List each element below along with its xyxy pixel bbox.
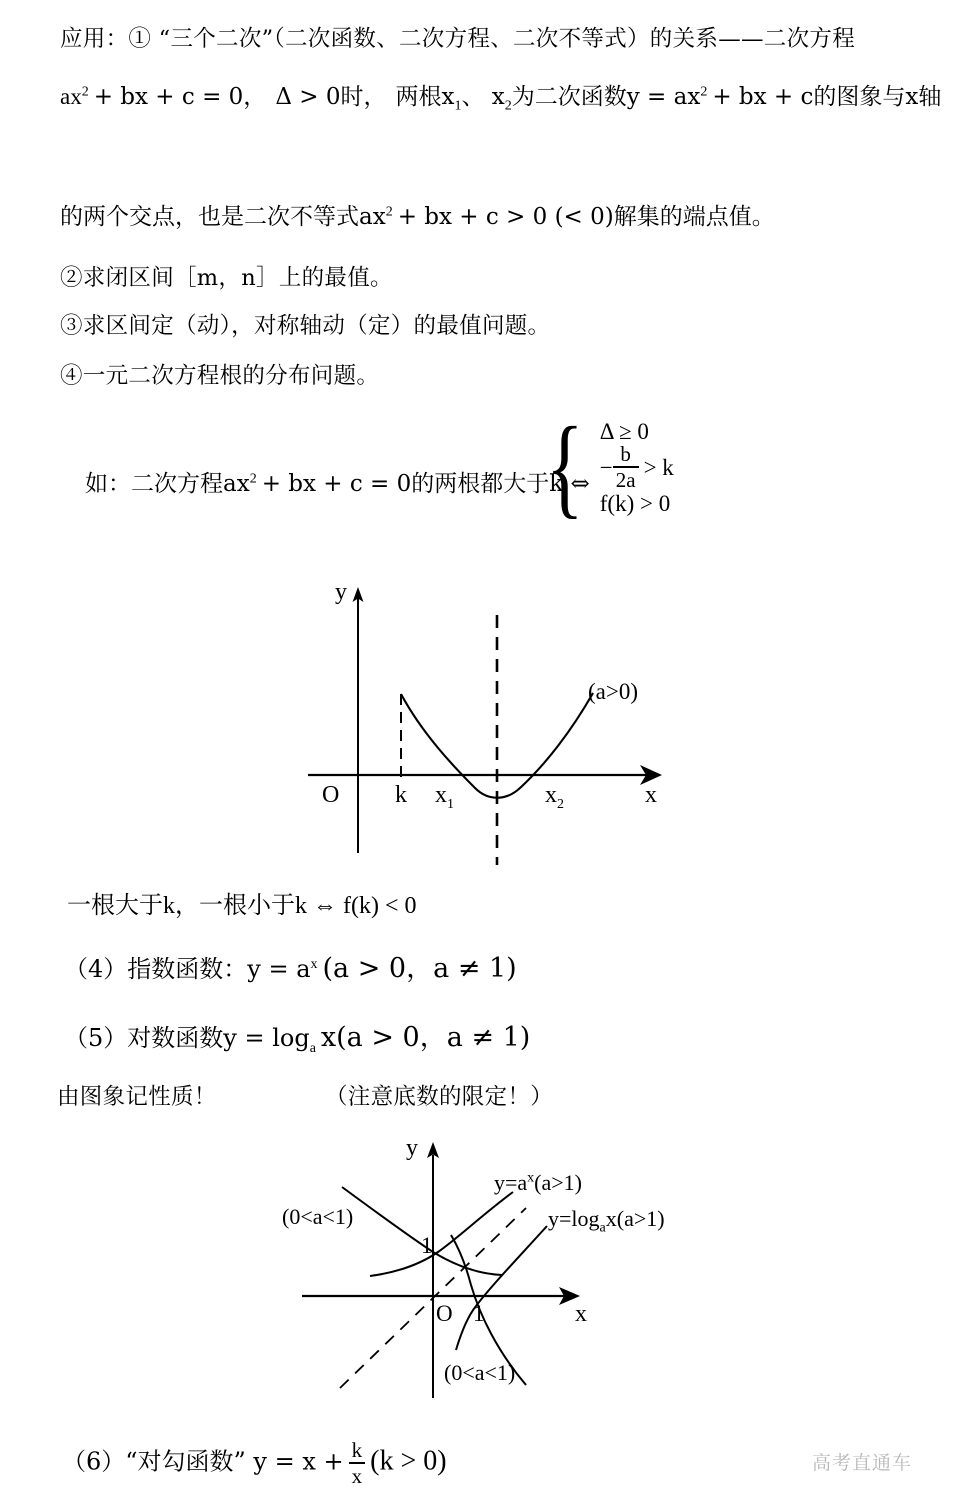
- figure-parabola-root-distribution: [300, 575, 680, 875]
- explog-label-exp-a-gt-1: [494, 1172, 582, 1194]
- exp-label-condition: (a>1): [534, 1170, 582, 1195]
- eq-ax: ax: [60, 84, 82, 109]
- eq-delta-positive: Δ > 0时，: [275, 84, 387, 110]
- ineq-prefix: 的两个交点，也是二次不等式ax: [60, 204, 386, 230]
- log-base: a: [309, 1040, 316, 1056]
- parabola-x-axis-label: x: [645, 782, 657, 808]
- eq-function-of: 为二次函数y = ax: [511, 84, 701, 110]
- x1-base: x: [435, 782, 447, 808]
- explog-x-axis-label: x: [575, 1301, 587, 1327]
- eq-function-exponent: 2: [700, 84, 708, 100]
- parabola-origin-label: O: [322, 782, 340, 808]
- hook-fraction-denominator: x: [351, 1463, 363, 1488]
- fraction-numerator: b: [620, 442, 631, 467]
- explog-label-log-a-gt-1: [548, 1206, 665, 1236]
- system-of-inequalities: [546, 405, 674, 530]
- eq-ax-exponent: 2: [81, 84, 89, 100]
- system-row-fk: f(k) > 0: [599, 491, 671, 516]
- exp-condition: (a > 0，a ≠ 1): [322, 953, 517, 984]
- hook-prefix: （6）“对勾函数” y = x +: [62, 1447, 344, 1476]
- exp-prefix: （4）指数函数：y = a: [64, 955, 311, 983]
- text-line-logarithm-function: [64, 1022, 531, 1056]
- log-label-subscript: a: [599, 1220, 606, 1236]
- system-row-vertex: [599, 442, 674, 492]
- hook-condition: (k > 0): [370, 1445, 447, 1477]
- exp-exponent: x: [310, 957, 318, 972]
- explog-y-axis-label: y: [406, 1135, 418, 1161]
- text-line-example-roots-gt-k: [85, 472, 590, 496]
- fraction-b-over-2a: [613, 443, 639, 491]
- ineq-tail: + bx + c > 0 (< 0)解集的端点值。: [397, 204, 775, 230]
- example-exponent: 2: [249, 471, 257, 487]
- x2-subscript: 2: [557, 796, 564, 812]
- text-line-item4: ④一元二次方程根的分布问题。: [60, 363, 380, 389]
- eq-root2-index: 2: [504, 98, 512, 114]
- text-line-item3: ③求区间定（动），对称轴动（定）的最值问题。: [60, 313, 551, 339]
- text-line-intersections: [60, 205, 775, 229]
- hook-fraction-numerator: k: [351, 1438, 363, 1462]
- exp-label-exponent: x: [527, 1170, 535, 1186]
- example-tail: + bx + c = 0的两根都大于k ⇔: [261, 471, 590, 497]
- eq-bxc-zero: + bx + c = 0，: [93, 84, 267, 110]
- system-minus-sign: −: [599, 455, 613, 480]
- log-label-base: y=log: [548, 1206, 600, 1231]
- explog-x-tick-one: 1: [473, 1301, 485, 1326]
- eq-graph-xaxis: + bx + c的图象与x轴: [712, 84, 942, 110]
- example-prefix: 如：二次方程ax: [85, 471, 250, 497]
- fraction-k-over-x: [349, 1439, 366, 1487]
- text-line-application: 应用：① “三个二次”（二次函数、二次方程、二次不等式）的关系——二次方程: [60, 26, 856, 52]
- explog-label-left-0-a-1: (0<a<1): [282, 1204, 354, 1229]
- log-label-condition: x(a>1): [605, 1206, 665, 1231]
- text-line-note-base-restriction: （注意底数的限定！）: [325, 1084, 554, 1110]
- ineq-exponent: 2: [385, 204, 393, 220]
- x2-base: x: [545, 782, 557, 808]
- system-vertex-compare: > k: [643, 455, 674, 480]
- eq-two-roots: 两根x: [395, 84, 455, 110]
- text-line-exponential-function: [64, 955, 517, 982]
- parabola-tick-x1-label: [435, 782, 454, 812]
- parabola-svg: [300, 575, 680, 875]
- text-line-hook-function: [62, 1440, 447, 1488]
- watermark-label: 高考直通车: [812, 1452, 913, 1474]
- x1-subscript: 1: [447, 796, 454, 812]
- parabola-tick-k-label: k: [395, 782, 407, 808]
- text-line-quadratic-equation: [60, 84, 942, 114]
- eq-root2: 、 x: [461, 84, 505, 110]
- exp-label-base: y=a: [494, 1170, 528, 1195]
- fraction-denominator: 2a: [615, 467, 636, 492]
- left-brace-icon: {: [546, 405, 584, 530]
- explog-origin-label: O: [436, 1301, 453, 1326]
- parabola-y-axis-label: y: [335, 579, 347, 605]
- eq-root1-index: 1: [454, 98, 462, 114]
- explog-y-tick-one: 1: [421, 1233, 433, 1258]
- log-prefix: （5）对数函数y = log: [64, 1024, 310, 1052]
- parabola-a-positive-label: (a>0): [588, 679, 638, 704]
- explog-label-bottom-0-a-1: (0<a<1): [444, 1360, 516, 1385]
- text-line-item2: ②求闭区间［m，n］上的最值。: [60, 265, 393, 291]
- system-row-discriminant: Δ ≥ 0: [599, 419, 649, 444]
- curve-exp-a-gt-1: [370, 1192, 513, 1276]
- text-line-one-root-gt-k: 一根大于k，一根小于k ⇔ f(k) < 0: [67, 893, 417, 919]
- parabola-tick-x2-label: [545, 782, 564, 812]
- log-condition: x(a > 0，a ≠ 1): [320, 1022, 531, 1053]
- curve-log-a-gt-1: [456, 1226, 547, 1350]
- figure-exponential-logarithmic: [270, 1130, 700, 1420]
- text-line-read-from-graph: 由图象记性质！: [57, 1084, 217, 1110]
